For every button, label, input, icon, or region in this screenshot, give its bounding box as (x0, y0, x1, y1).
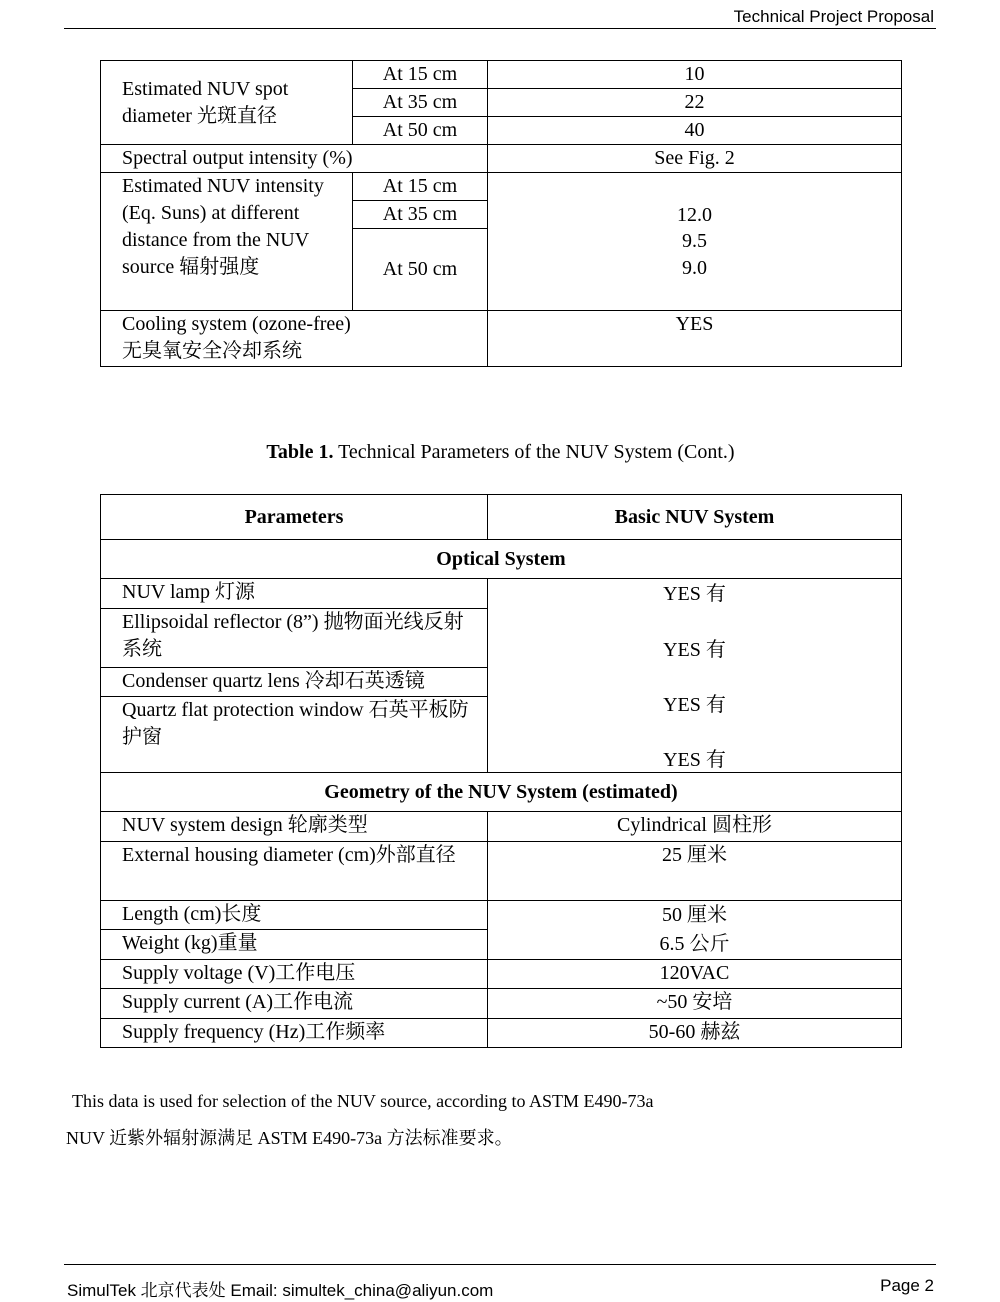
optical-row-label: NUV lamp 灯源 (101, 579, 488, 609)
header-title: Technical Project Proposal (733, 7, 934, 26)
geometry-section: Geometry of the NUV System (estimated) (101, 773, 902, 812)
spot-distance-15: At 15 cm (353, 61, 488, 89)
spot-distance-35: At 35 cm (353, 89, 488, 117)
optical-value: YES 有 (663, 583, 726, 605)
optical-value: YES 有 (663, 749, 726, 771)
optical-values-cell (488, 579, 902, 773)
geometry-row-label: Length (cm)长度 (101, 901, 488, 930)
spectral-intensity-label: Spectral output intensity (%) (101, 145, 488, 173)
page-footer (64, 1264, 936, 1301)
optical-row-label: Condenser quartz lens 冷却石英透镜 (101, 668, 488, 697)
spot-value-50: 40 (488, 117, 902, 145)
intensity-distance-50: At 50 cm (353, 229, 488, 311)
optical-value: YES 有 (663, 694, 726, 716)
spot-diameter-label: Estimated NUV spot diameter 光斑直径 (101, 61, 353, 145)
optical-value: YES 有 (663, 639, 726, 661)
geometry-row-label: NUV system design 轮廓类型 (101, 812, 488, 842)
note-line-en: This data is used for selection of the NUV source, according to ASTM E490-73a (72, 1091, 654, 1111)
nuv-intensity-label: Estimated NUV intensity (Eq. Suns) at different distance from the NUV source 辐射强度 (101, 173, 353, 311)
optical-row-label: Quartz flat protection window 石英平板防护窗 (101, 697, 488, 773)
geometry-row-value: ~50 安培 (488, 989, 902, 1019)
geometry-row-label: Supply current (A)工作电流 (101, 989, 488, 1019)
optical-row-label: Ellipsoidal reflector (8”) 抛物面光线反射系统 (101, 609, 488, 668)
page-header (64, 6, 936, 29)
geometry-values-cell (488, 901, 902, 960)
spot-distance-50: At 50 cm (353, 117, 488, 145)
geometry-row-value: 120VAC (488, 960, 902, 989)
geometry-row-value: 25 厘米 (488, 842, 902, 901)
footer-contact: SimulTek 北京代表处 Email: simultek_china@aliyun.com (67, 1281, 494, 1300)
spot-value-35: 22 (488, 89, 902, 117)
table-caption (100, 441, 901, 464)
cooling-label-en: Cooling system (ozone-free) (122, 313, 351, 335)
intensity-distance-15: At 15 cm (353, 173, 488, 201)
intensity-value-2: 9.5 (682, 230, 707, 253)
geometry-row-value: 50 厘米 (662, 904, 727, 926)
geometry-row-label: Supply voltage (V)工作电压 (101, 960, 488, 989)
geometry-row-value: Cylindrical 圆柱形 (488, 812, 902, 842)
page-number: Page 2 (880, 1276, 934, 1295)
intensity-value-3: 9.0 (682, 256, 707, 279)
header-basic-system: Basic NUV System (488, 495, 902, 540)
spectral-intensity-value: See Fig. 2 (488, 145, 902, 173)
geometry-row-label: External housing diameter (cm)外部直径 (101, 842, 488, 901)
intensity-distance-35: At 35 cm (353, 201, 488, 229)
cooling-system-value: YES (488, 311, 902, 367)
caption-text: Technical Parameters of the NUV System (Cont.) (333, 441, 735, 463)
spot-value-15: 10 (488, 61, 902, 89)
cooling-label-cn: 无臭氧安全冷却系统 (122, 340, 302, 362)
caption-number: Table 1. (266, 441, 334, 463)
intensity-value-1: 12.0 (677, 203, 712, 226)
cooling-system-label (101, 311, 488, 367)
geometry-row-label: Supply frequency (Hz)工作频率 (101, 1019, 488, 1048)
geometry-row-value: 6.5 公斤 (659, 933, 730, 955)
optical-system-section: Optical System (101, 540, 902, 579)
geometry-row-value: 50-60 赫兹 (488, 1019, 902, 1048)
geometry-row-label: Weight (kg)重量 (101, 930, 488, 960)
parameters-table-continued (100, 60, 902, 367)
header-parameters: Parameters (101, 495, 488, 540)
parameters-table (100, 494, 902, 1048)
intensity-values (488, 173, 902, 311)
note-line-cn: NUV 近紫外辐射源满足 ASTM E490-73a 方法标准要求。 (66, 1128, 513, 1148)
